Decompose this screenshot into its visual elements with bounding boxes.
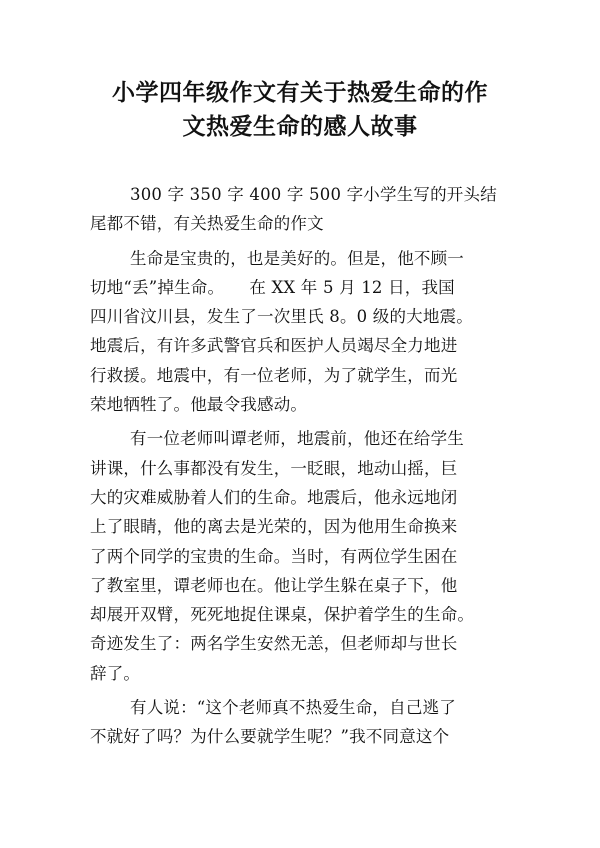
paragraph-intro <box>90 180 510 239</box>
text-line: 了两个同学的宝贵的生命。当时，有两位学生困在 <box>90 546 458 566</box>
text-line: 了教室里，谭老师也在。他让学生躲在桌子下，他 <box>90 575 458 595</box>
text-line: 行救援。地震中，有一位老师，为了就学生，而光 <box>90 365 458 385</box>
text-line: 却展开双臂，死死地捉住课桌，保护着学生的生命。 <box>90 605 475 625</box>
title-line: 小学四年级作文有关于热爱生命的作 <box>112 80 488 106</box>
document-body <box>90 180 510 752</box>
text-line: 讲课，什么事都没有发生，一眨眼，地动山摇，巨 <box>90 458 458 478</box>
text-line: 辞了。 <box>90 663 141 683</box>
title-line: 文热爱生命的感人故事 <box>182 114 418 140</box>
text-line: 切地“丢”掉生命。 在 XX 年 5 月 12 日，我国 <box>90 277 455 297</box>
text-line: 不就好了吗？为什么要就学生呢？”我不同意这个 <box>90 727 450 747</box>
text-line: 荣地牺牲了。他最令我感动。 <box>90 395 308 415</box>
paragraph-opinion <box>90 693 510 752</box>
text-line: 300 字 350 字 400 字 500 字小学生写的开头结 <box>130 185 497 204</box>
text-line: 四川省汶川县，发生了一次里氏 8。0 级的大地震。 <box>90 307 473 327</box>
text-line: 生命是宝贵的，也是美好的。但是，他不顾一 <box>130 248 464 268</box>
text-line: 奇迹发生了：两名学生安然无恙，但老师却与世长 <box>90 634 458 654</box>
text-line: 尾都不错，有关热爱生命的作文 <box>90 214 324 234</box>
text-line: 上了眼睛，他的离去是光荣的，因为他用生命换来 <box>90 517 458 537</box>
document-title <box>90 76 510 144</box>
paragraph-teacher <box>90 424 510 688</box>
text-line: 有人说：“这个老师真不热爱生命，自己逃了 <box>130 698 456 718</box>
text-line: 大的灾难威胁着人们的生命。地震后，他永远地闭 <box>90 487 458 507</box>
text-line: 地震后，有许多武警官兵和医护人员竭尽全力地进 <box>90 336 458 356</box>
paragraph-earthquake <box>90 244 510 420</box>
text-line: 有一位老师叫谭老师，地震前，他还在给学生 <box>130 429 464 449</box>
